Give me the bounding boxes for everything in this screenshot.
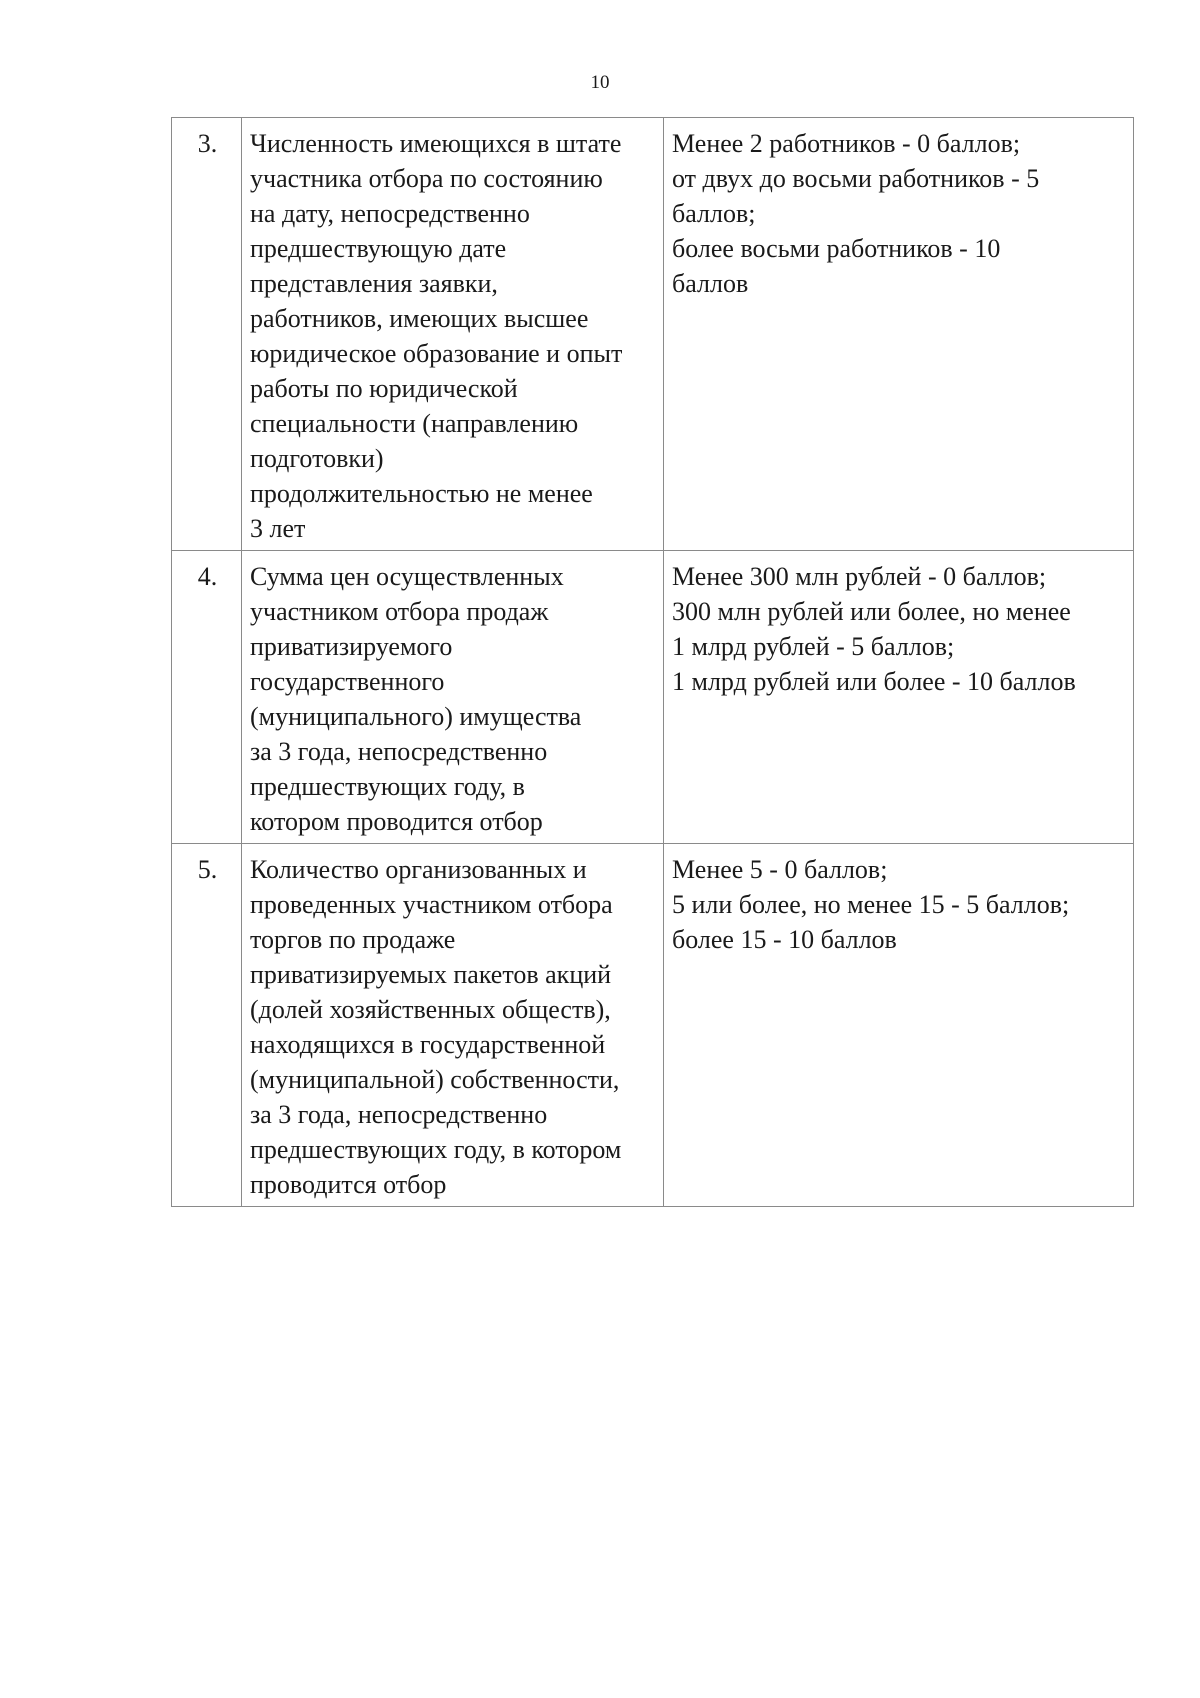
scoring-line: Менее 5 - 0 баллов;: [672, 855, 888, 884]
table-row: [172, 844, 1134, 1207]
table-row: [172, 118, 1134, 551]
criterion-cell: [242, 844, 664, 1207]
criterion-line: работы по юридической: [250, 374, 518, 403]
criterion-line: торгов по продаже: [250, 925, 456, 954]
scoring-line: 5 или более, но менее 15 - 5 баллов;: [672, 890, 1070, 919]
criterion-line: (муниципального) имущества: [250, 702, 582, 731]
row-number: 3.: [172, 118, 242, 551]
scoring-cell: [664, 118, 1134, 551]
criterion-line: продолжительностью не менее: [250, 479, 593, 508]
scoring-line: Менее 2 работников - 0 баллов;: [672, 129, 1021, 158]
criterion-line: проведенных участником отбора: [250, 890, 613, 919]
scoring-line: более восьми работников - 10: [672, 234, 1001, 263]
criterion-line: котором проводится отбор: [250, 807, 543, 836]
criterion-line: (муниципальной) собственности,: [250, 1065, 620, 1094]
scoring-line: баллов;: [672, 199, 756, 228]
criterion-line: Количество организованных и: [250, 855, 587, 884]
criterion-line: предшествующих году, в: [250, 772, 525, 801]
criterion-cell: [242, 551, 664, 844]
criterion-cell: [242, 118, 664, 551]
scoring-line: Менее 300 млн рублей - 0 баллов;: [672, 562, 1047, 591]
scoring-line: баллов: [672, 269, 749, 298]
scoring-line: 1 млрд рублей или более - 10 баллов: [672, 667, 1076, 696]
criterion-line: предшествующую дате: [250, 234, 507, 263]
page-number: 10: [590, 72, 610, 93]
criterion-line: 3 лет: [250, 514, 306, 543]
criterion-line: специальности (направлению: [250, 409, 579, 438]
row-number: 5.: [172, 844, 242, 1207]
criterion-line: за 3 года, непосредственно: [250, 1100, 548, 1129]
criteria-table: [171, 117, 1134, 1207]
criterion-line: (долей хозяйственных обществ),: [250, 995, 611, 1024]
criterion-line: проводится отбор: [250, 1170, 447, 1199]
scoring-line: от двух до восьми работников - 5: [672, 164, 1040, 193]
scoring-cell: [664, 844, 1134, 1207]
criterion-line: Численность имеющихся в штате: [250, 129, 622, 158]
scoring-line: 300 млн рублей или более, но менее: [672, 597, 1071, 626]
scoring-line: более 15 - 10 баллов: [672, 925, 897, 954]
criterion-line: работников, имеющих высшее: [250, 304, 589, 333]
criterion-line: за 3 года, непосредственно: [250, 737, 548, 766]
criterion-line: представления заявки,: [250, 269, 498, 298]
criterion-line: приватизируемых пакетов акций: [250, 960, 612, 989]
criterion-line: подготовки): [250, 444, 384, 473]
criterion-line: участником отбора продаж: [250, 597, 549, 626]
criterion-line: предшествующих году, в котором: [250, 1135, 622, 1164]
criterion-line: Сумма цен осуществленных: [250, 562, 564, 591]
criterion-line: государственного: [250, 667, 445, 696]
criterion-line: находящихся в государственной: [250, 1030, 606, 1059]
criterion-line: приватизируемого: [250, 632, 453, 661]
table-row: [172, 551, 1134, 844]
row-number: 4.: [172, 551, 242, 844]
criterion-line: юридическое образование и опыт: [250, 339, 623, 368]
criterion-line: участника отбора по состоянию: [250, 164, 603, 193]
criterion-line: на дату, непосредственно: [250, 199, 530, 228]
scoring-line: 1 млрд рублей - 5 баллов;: [672, 632, 955, 661]
scoring-cell: [664, 551, 1134, 844]
